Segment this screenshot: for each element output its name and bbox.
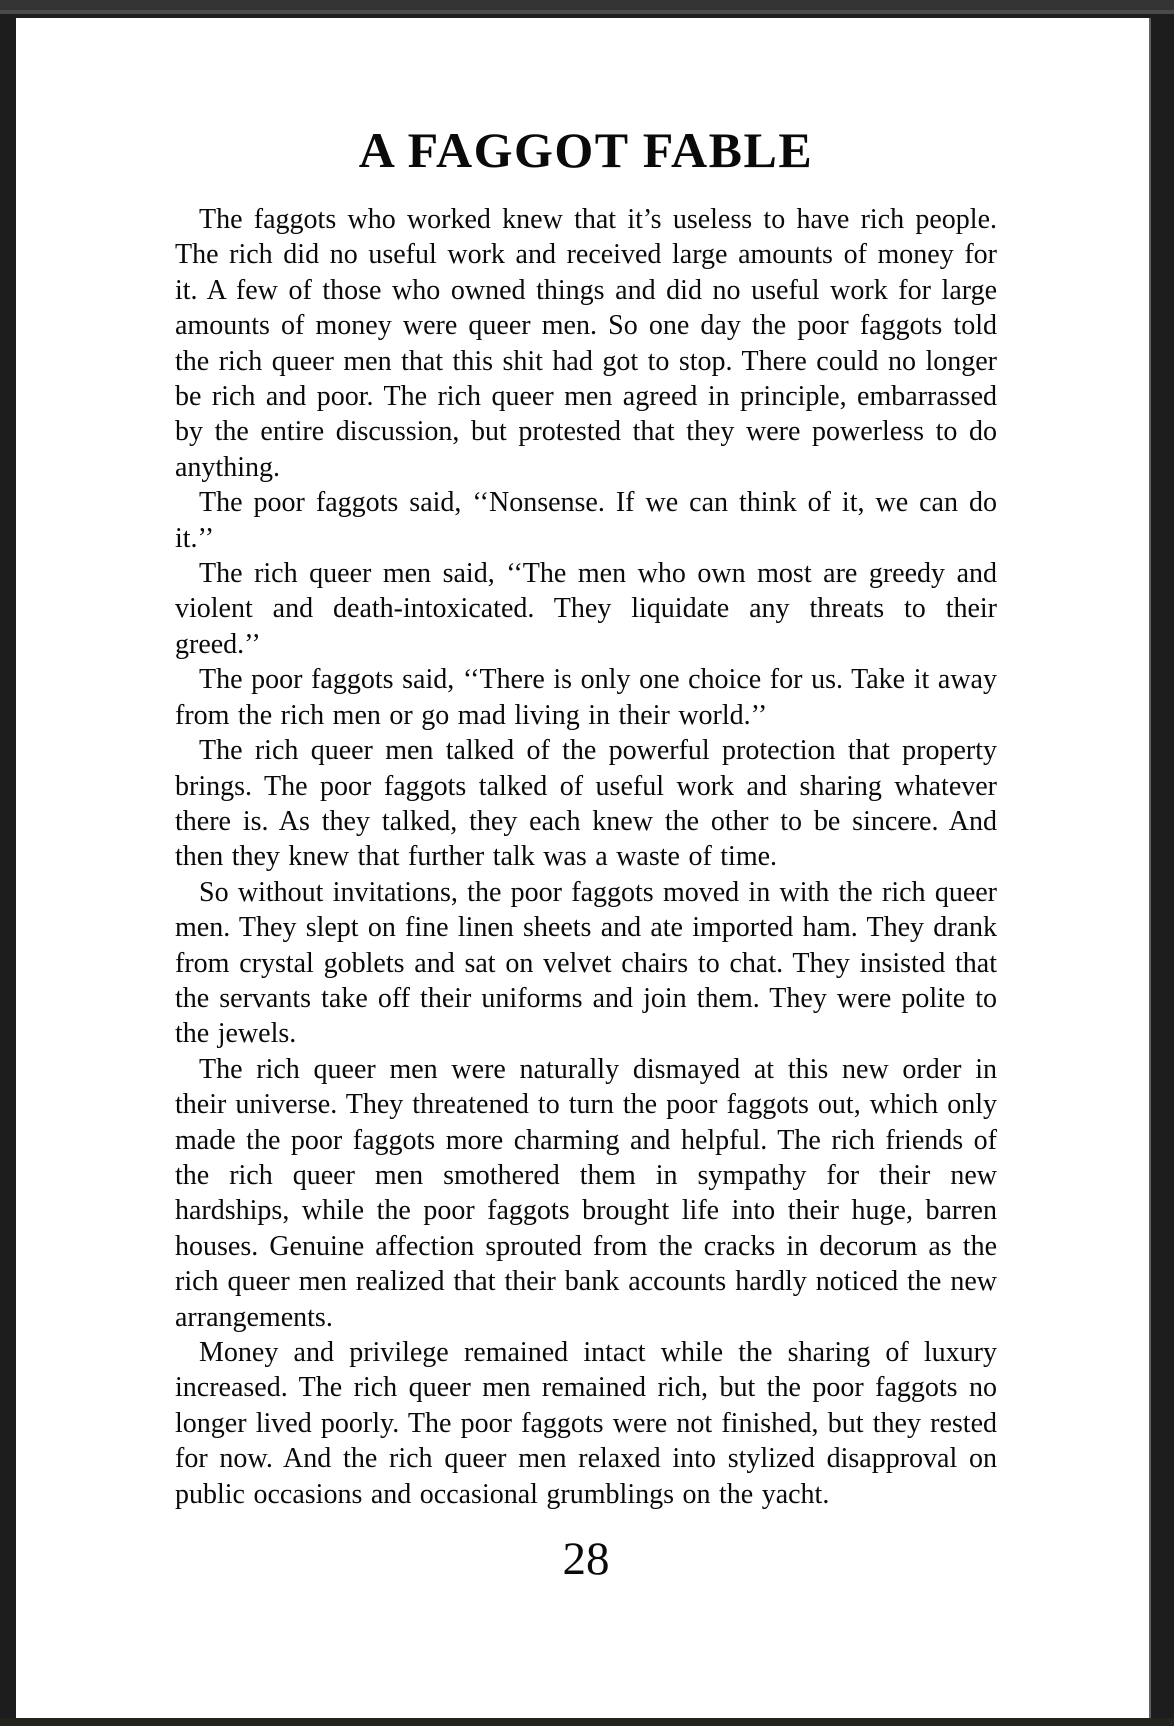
- paragraph-7: The rich queer men were naturally dismayed at this new order in their universe. They threatened to turn the poor faggots out, which only made the poor faggots more charming and helpful. The rich friends of the rich queer men smothered them in sympathy for their new hardships, while the poor faggots brought life into their huge, barren houses. Genuine affection sprouted from the cracks in decorum as the rich queer men realized that their bank accounts hardly noticed the new arrangements.: [175, 1053, 997, 1333]
- paragraph-6: So without invitations, the poor faggots moved in with the rich queer men. They slept on fine linen sheets and ate imported ham. They drank from crystal goblets and sat on velvet chairs to chat. They insisted that the servants take off their uniforms and join them. They were polite to the jewels.: [175, 876, 997, 1050]
- paragraph-8: Money and privilege remained intact while the sharing of luxury increased. The rich queer men remained rich, but the poor faggots no longer lived poorly. The poor faggots were not finished, but they rested for now. And the rich queer men relaxed into stylized disapproval on public occasions and occasional grumblings on the yacht.: [175, 1337, 997, 1510]
- scan-bottom-border: [0, 1718, 1174, 1726]
- body-text: [175, 202, 997, 1512]
- paragraph-2: The poor faggots said, ‘‘Nonsense. If we can think of it, we can do it.’’: [175, 487, 997, 554]
- page-number: 28: [562, 1533, 610, 1586]
- page-title: A FAGGOT FABLE: [358, 122, 814, 178]
- paragraph-3: The rich queer men said, ‘‘The men who own most are greedy and violent and death-intoxicated. They liquidate any threats to their greed.’’: [175, 558, 997, 660]
- paragraph-1: The faggots who worked knew that it’s useless to have rich people. The rich did no useful work and received large amounts of money for it. A few of those who owned things and did no useful work for large amounts of money were queer men. So one day the poor faggots told the rich queer men that this shit had got to stop. There could no longer be rich and poor. The rich queer men agreed in principle, embarrassed by the entire discussion, but protested that they were powerless to do anything.: [175, 204, 997, 483]
- book-page: [16, 18, 1151, 1718]
- paragraph-5: The rich queer men talked of the powerful protection that property brings. The poor faggots talked of useful work and sharing whatever there is. As they talked, they each knew the other to be sincere. And then they knew that further talk was a waste of time.: [175, 735, 997, 873]
- scan-top-border: [0, 0, 1174, 14]
- paragraph-4: The poor faggots said, ‘‘There is only one choice for us. Take it away from the rich men or go mad living in their world.’’: [175, 664, 997, 731]
- text-column: [175, 18, 997, 1584]
